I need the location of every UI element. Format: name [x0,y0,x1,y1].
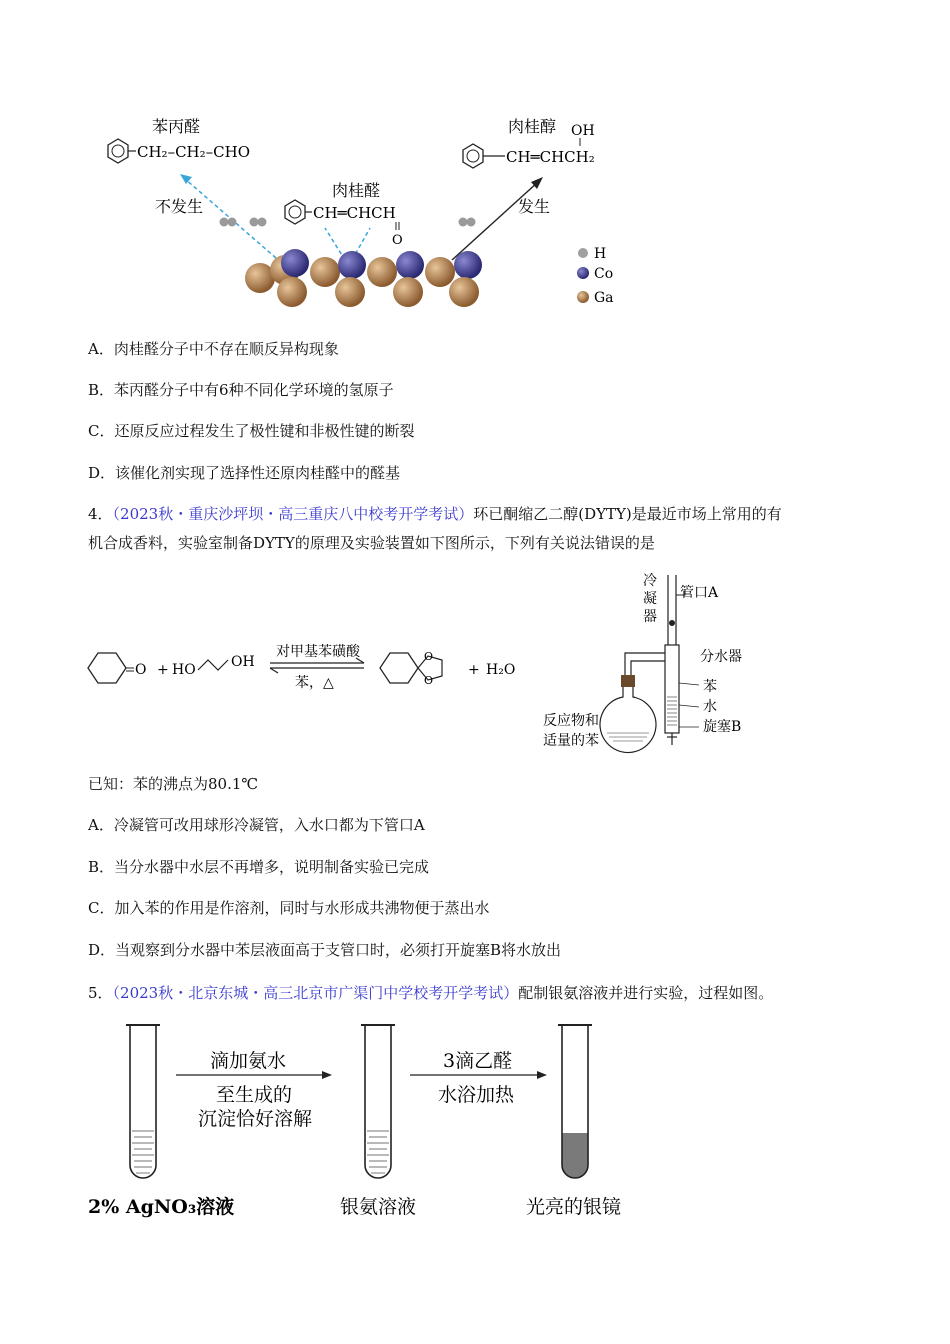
q5-source: （2023秋・北京东城・高三北京市广渠门中学校考开学考试） [112,984,519,1002]
q4-source: （2023秋・重庆沙坪坝・高三重庆八中校考开学考试） [112,505,474,523]
q5-line [88,982,773,1003]
q4-text2: 机合成香料，实验室制备DYTY的原理及实验装置如下图所示，下列有关说法错误的是 [88,534,655,552]
not-occur-label: 不发生 [155,197,204,216]
q4-option-d: D．当观察到分水器中苯层液面高于支管口时，必须打开旋塞B将水放出 [88,941,562,959]
q3-option-d: D．该催化剂实现了选择性还原肉桂醛中的醛基 [88,464,401,482]
benzene-label: 苯 [703,679,717,695]
catalyst-surface [245,249,482,307]
q4-line1 [88,503,782,524]
q3-option-c: C．还原反应过程发生了极性键和非极性键的断裂 [88,422,415,440]
silver-mirror-figure [80,1015,660,1230]
benbingquan-label: 苯丙醛 [152,117,201,136]
catalyst-figure [80,110,640,315]
water: H₂O [486,662,516,678]
q4-option-c: C．加入苯的作用是作溶剂，同时与水形成共沸物便于蒸出水 [88,899,490,917]
rouguichun-formula: CH═CHCH₂ [506,148,595,166]
flask-label-1: 反应物和 [543,713,599,729]
q4-number: 4． [88,505,113,523]
benbingquan-formula: CH₂–CH₂–CHO [137,143,250,161]
svg-text:O: O [424,674,434,687]
benzene-ring-icon [463,144,505,168]
water-label: 水 [703,699,717,715]
test-tube-2 [361,1025,395,1178]
q3-option-a: A．肉桂醛分子中不存在顺反异构现象 [88,340,339,358]
rouguichun-label: 肉桂醇 [508,117,557,136]
flask-label-2: 适量的苯 [543,733,599,749]
reaction-equation [80,630,530,700]
q4-text1: 环已酮缩乙二醇(DYTY)是最近市场上常用的有 [473,505,782,523]
step1-bottom-2: 沉淀恰好溶解 [198,1108,313,1130]
rouguiquan-formula: CH═CHCH [313,204,396,222]
glycol-oh: OH [231,654,255,670]
q4-option-a: A．冷凝管可改用球形冷凝管，入水口都为下管口A [88,816,425,834]
separator-label: 分水器 [700,649,742,665]
benzene-ring-icon [108,139,136,163]
q5-text: 配制银氨溶液并进行实验，过程如图。 [518,984,774,1002]
rouguiquan-label: 肉桂醛 [332,181,381,200]
occur-label: 发生 [518,197,551,216]
tube1-label: 2% AgNO₃溶液 [88,1196,235,1218]
apparatus-figure [535,565,795,755]
q5-number: 5． [88,984,113,1002]
legend-h: H [594,246,607,262]
condenser-char-3: 器 [643,609,657,625]
q4-known: 已知：苯的沸点为80.1℃ [88,775,259,793]
glycol-ho: HO [172,662,196,678]
legend-ga: Ga [594,290,614,306]
svg-text:O: O [424,650,434,663]
test-tube-3 [558,1025,592,1178]
condition-label: 苯，△ [295,675,334,691]
plus-1: + [157,662,169,678]
step2-top: 3滴乙醛 [443,1050,513,1072]
pipe-a-label: 管口A [680,585,719,601]
condenser-char-1: 冷 [643,573,657,589]
q4-option-b: B．当分水器中水层不再增多，说明制备实验已完成 [88,858,430,876]
legend [577,246,614,306]
test-tube-1 [126,1025,160,1178]
catalyst-label: 对甲基苯磺酸 [276,644,360,660]
rouguichun-oh: OH [571,123,595,139]
benzene-ring-icon [285,200,312,224]
legend-co: Co [594,266,614,282]
valve-b-label: 旋塞B [703,719,742,735]
arrow-head-icon [322,1071,332,1079]
condenser-char-2: 凝 [643,591,657,607]
tube3-label: 光亮的银镜 [526,1196,622,1218]
step2-bottom: 水浴加热 [438,1084,515,1106]
plus-2: + [468,662,480,678]
arrow-head-icon [537,1071,547,1079]
tube2-label: 银氨溶液 [340,1196,417,1218]
rouguiquan-o: O [392,233,403,248]
step1-bottom-1: 至生成的 [216,1084,293,1106]
step1-top: 滴加氨水 [210,1050,287,1072]
q3-option-b: B．苯丙醛分子中有6种不同化学环境的氢原子 [88,381,394,399]
ketone-o: O [135,662,147,678]
